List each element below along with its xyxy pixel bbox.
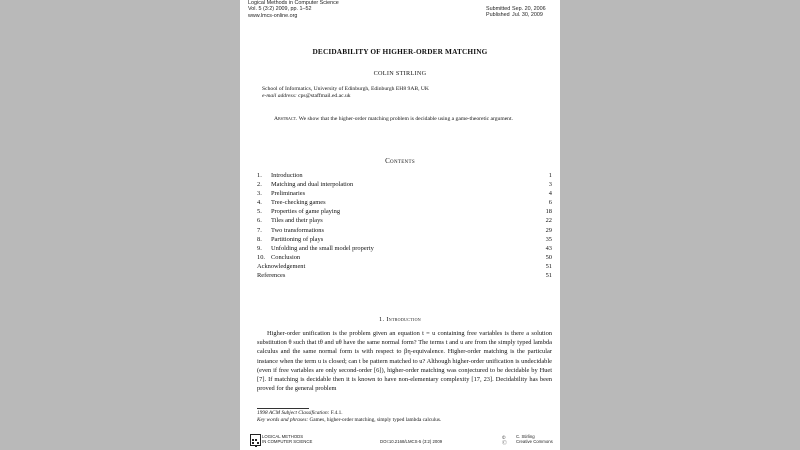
journal-volume: Vol. 5 (3:2) 2009, pp. 1–52 — [248, 6, 312, 13]
abstract — [274, 116, 528, 123]
toc-entry — [257, 235, 323, 244]
toc-entry — [257, 216, 323, 225]
keywords-label: Key words and phrases: — [257, 416, 309, 423]
toc-page: 1 — [548, 172, 552, 179]
intro-paragraph: Higher-order unification is the problem given an equation t = u containing free variables is there a solution substitution θ such that tθ and uθ have the same normal form? The terms t and u are from the simply typed lambda calculus and the same normal form is with respect to βη-equivalence. Higher-order matching is the particular instance when the term u is closed; can t be pattern matched to u? Although higher-order unification is undecidable (even if free variables are only second-order [6]), higher-order matching was conjectured to be decidable by Huet [7]. If matching is decidable then it is known to have non-elementary complexity [17, 23]. Decidability has been proved for the general problem — [257, 330, 552, 393]
toc-title: Partitioning of plays — [271, 235, 324, 243]
keywords-value: Games, higher-order matching, simply typed lambda calculus. — [309, 416, 442, 423]
submitted-label: Submitted — [486, 6, 511, 12]
toc-page: 35 — [545, 235, 552, 243]
toc-page: 51 — [545, 272, 552, 280]
toc-item[interactable] — [257, 253, 552, 262]
toc-item[interactable] — [257, 171, 552, 180]
toc-title: References — [257, 272, 286, 280]
logo-line-1: LOGICAL METHODS — [262, 434, 304, 439]
toc-page: 50 — [545, 253, 552, 261]
contents-heading: Contents — [385, 157, 415, 165]
toc-entry — [257, 271, 285, 280]
publication-dates — [486, 6, 546, 19]
license-icons — [502, 436, 507, 446]
toc-number: 7. — [257, 226, 262, 234]
submitted-date: Sep. 20, 2006 — [512, 6, 546, 12]
page-footer — [240, 432, 560, 450]
toc-title: Unfolding and the small model property — [271, 244, 374, 252]
published-label: Published — [486, 12, 510, 19]
creative-commons-icon: Ⓒ — [502, 441, 507, 446]
toc-page: 22 — [545, 217, 552, 225]
abstract-label: Abstract. — [274, 116, 298, 122]
license-name: Creative Commons — [516, 438, 553, 444]
toc-item[interactable] — [257, 198, 552, 207]
toc-title: Acknowledgement — [257, 262, 306, 270]
toc-page: 3 — [548, 181, 552, 189]
toc-number: 1. — [257, 172, 262, 179]
copyright-holder: C. Stirling — [516, 434, 535, 439]
toc-page: 29 — [545, 226, 552, 234]
toc-title: Matching and dual interpolation — [271, 181, 354, 189]
email-label: e-mail address: — [262, 93, 297, 99]
published-date: Jul. 30, 2009 — [512, 12, 543, 19]
toc-entry — [257, 262, 305, 271]
classification-value: F.4.1. — [330, 410, 343, 416]
toc-number: 4. — [257, 199, 262, 207]
toc-title: Conclusion — [271, 253, 301, 261]
email-address[interactable]: cps@staffmail.ed.ac.uk — [298, 93, 351, 99]
footnotes — [257, 410, 441, 424]
toc-title: Tree-checking games — [271, 199, 326, 207]
author-name: COLIN STIRLING — [373, 70, 427, 77]
toc-item[interactable] — [257, 180, 552, 189]
footnote-rule — [257, 408, 309, 409]
toc-title: Tiles and their plays — [271, 217, 323, 225]
section-heading: 1. Introduction — [379, 316, 421, 323]
toc-entry — [257, 207, 340, 216]
toc-number: 9. — [257, 244, 262, 252]
journal-header — [248, 0, 339, 19]
keywords — [257, 417, 441, 424]
lmcs-logo-text — [262, 435, 312, 445]
email-line — [262, 93, 429, 100]
toc-entry — [257, 180, 353, 189]
toc-page: 6 — [548, 199, 552, 207]
logo-line-2: IN COMPUTER SCIENCE — [262, 438, 313, 444]
abstract-text: We show that the higher-order matching problem is decidable using a game-theoretic argument. — [298, 116, 513, 122]
table-of-contents — [257, 171, 552, 280]
toc-item[interactable] — [257, 207, 552, 216]
journal-website[interactable]: www.lmcs-online.org — [248, 12, 298, 19]
toc-page: 43 — [545, 244, 552, 252]
toc-item[interactable] — [257, 244, 552, 253]
classification-label: 1998 ACM Subject Classification: — [257, 410, 330, 416]
toc-entry — [257, 244, 374, 253]
toc-number: 3. — [257, 190, 262, 198]
acm-classification — [257, 410, 441, 417]
toc-title: Introduction — [271, 172, 303, 179]
toc-page: 18 — [545, 208, 552, 216]
toc-number: 10. — [257, 253, 265, 261]
paper-title: DECIDABILITY OF HIGHER-ORDER MATCHING — [312, 47, 488, 56]
toc-item[interactable] — [257, 216, 552, 225]
toc-entry — [257, 198, 326, 207]
doi[interactable]: DOI:10.2168/LMCS-5 (3:2) 2009 — [380, 439, 443, 444]
affiliation: School of Informatics, University of Edinburgh, Edinburgh EH8 9AB, UK — [262, 86, 429, 92]
toc-entry — [257, 253, 300, 262]
toc-entry — [257, 171, 303, 180]
toc-title: Two transformations — [271, 226, 324, 234]
toc-item[interactable] — [257, 189, 552, 198]
toc-title: Preliminaries — [271, 190, 306, 198]
toc-number: 2. — [257, 181, 262, 189]
toc-item[interactable] — [257, 262, 552, 271]
lmcs-logo-icon — [250, 434, 261, 446]
toc-entry — [257, 189, 305, 198]
toc-entry — [257, 226, 324, 235]
toc-title: Properties of game playing — [271, 208, 341, 216]
toc-number: 8. — [257, 235, 262, 243]
toc-number: 5. — [257, 208, 262, 216]
copyright-icon: © — [502, 436, 506, 441]
toc-page: 4 — [548, 190, 552, 198]
affiliation-block — [262, 86, 429, 100]
toc-item[interactable] — [257, 226, 552, 235]
toc-number: 6. — [257, 217, 262, 225]
license-text — [516, 435, 553, 445]
journal-name: Logical Methods in Computer Science — [248, 0, 339, 6]
toc-item[interactable] — [257, 271, 552, 280]
toc-page: 51 — [545, 262, 552, 270]
toc-item[interactable] — [257, 235, 552, 244]
paper-page — [240, 0, 560, 450]
